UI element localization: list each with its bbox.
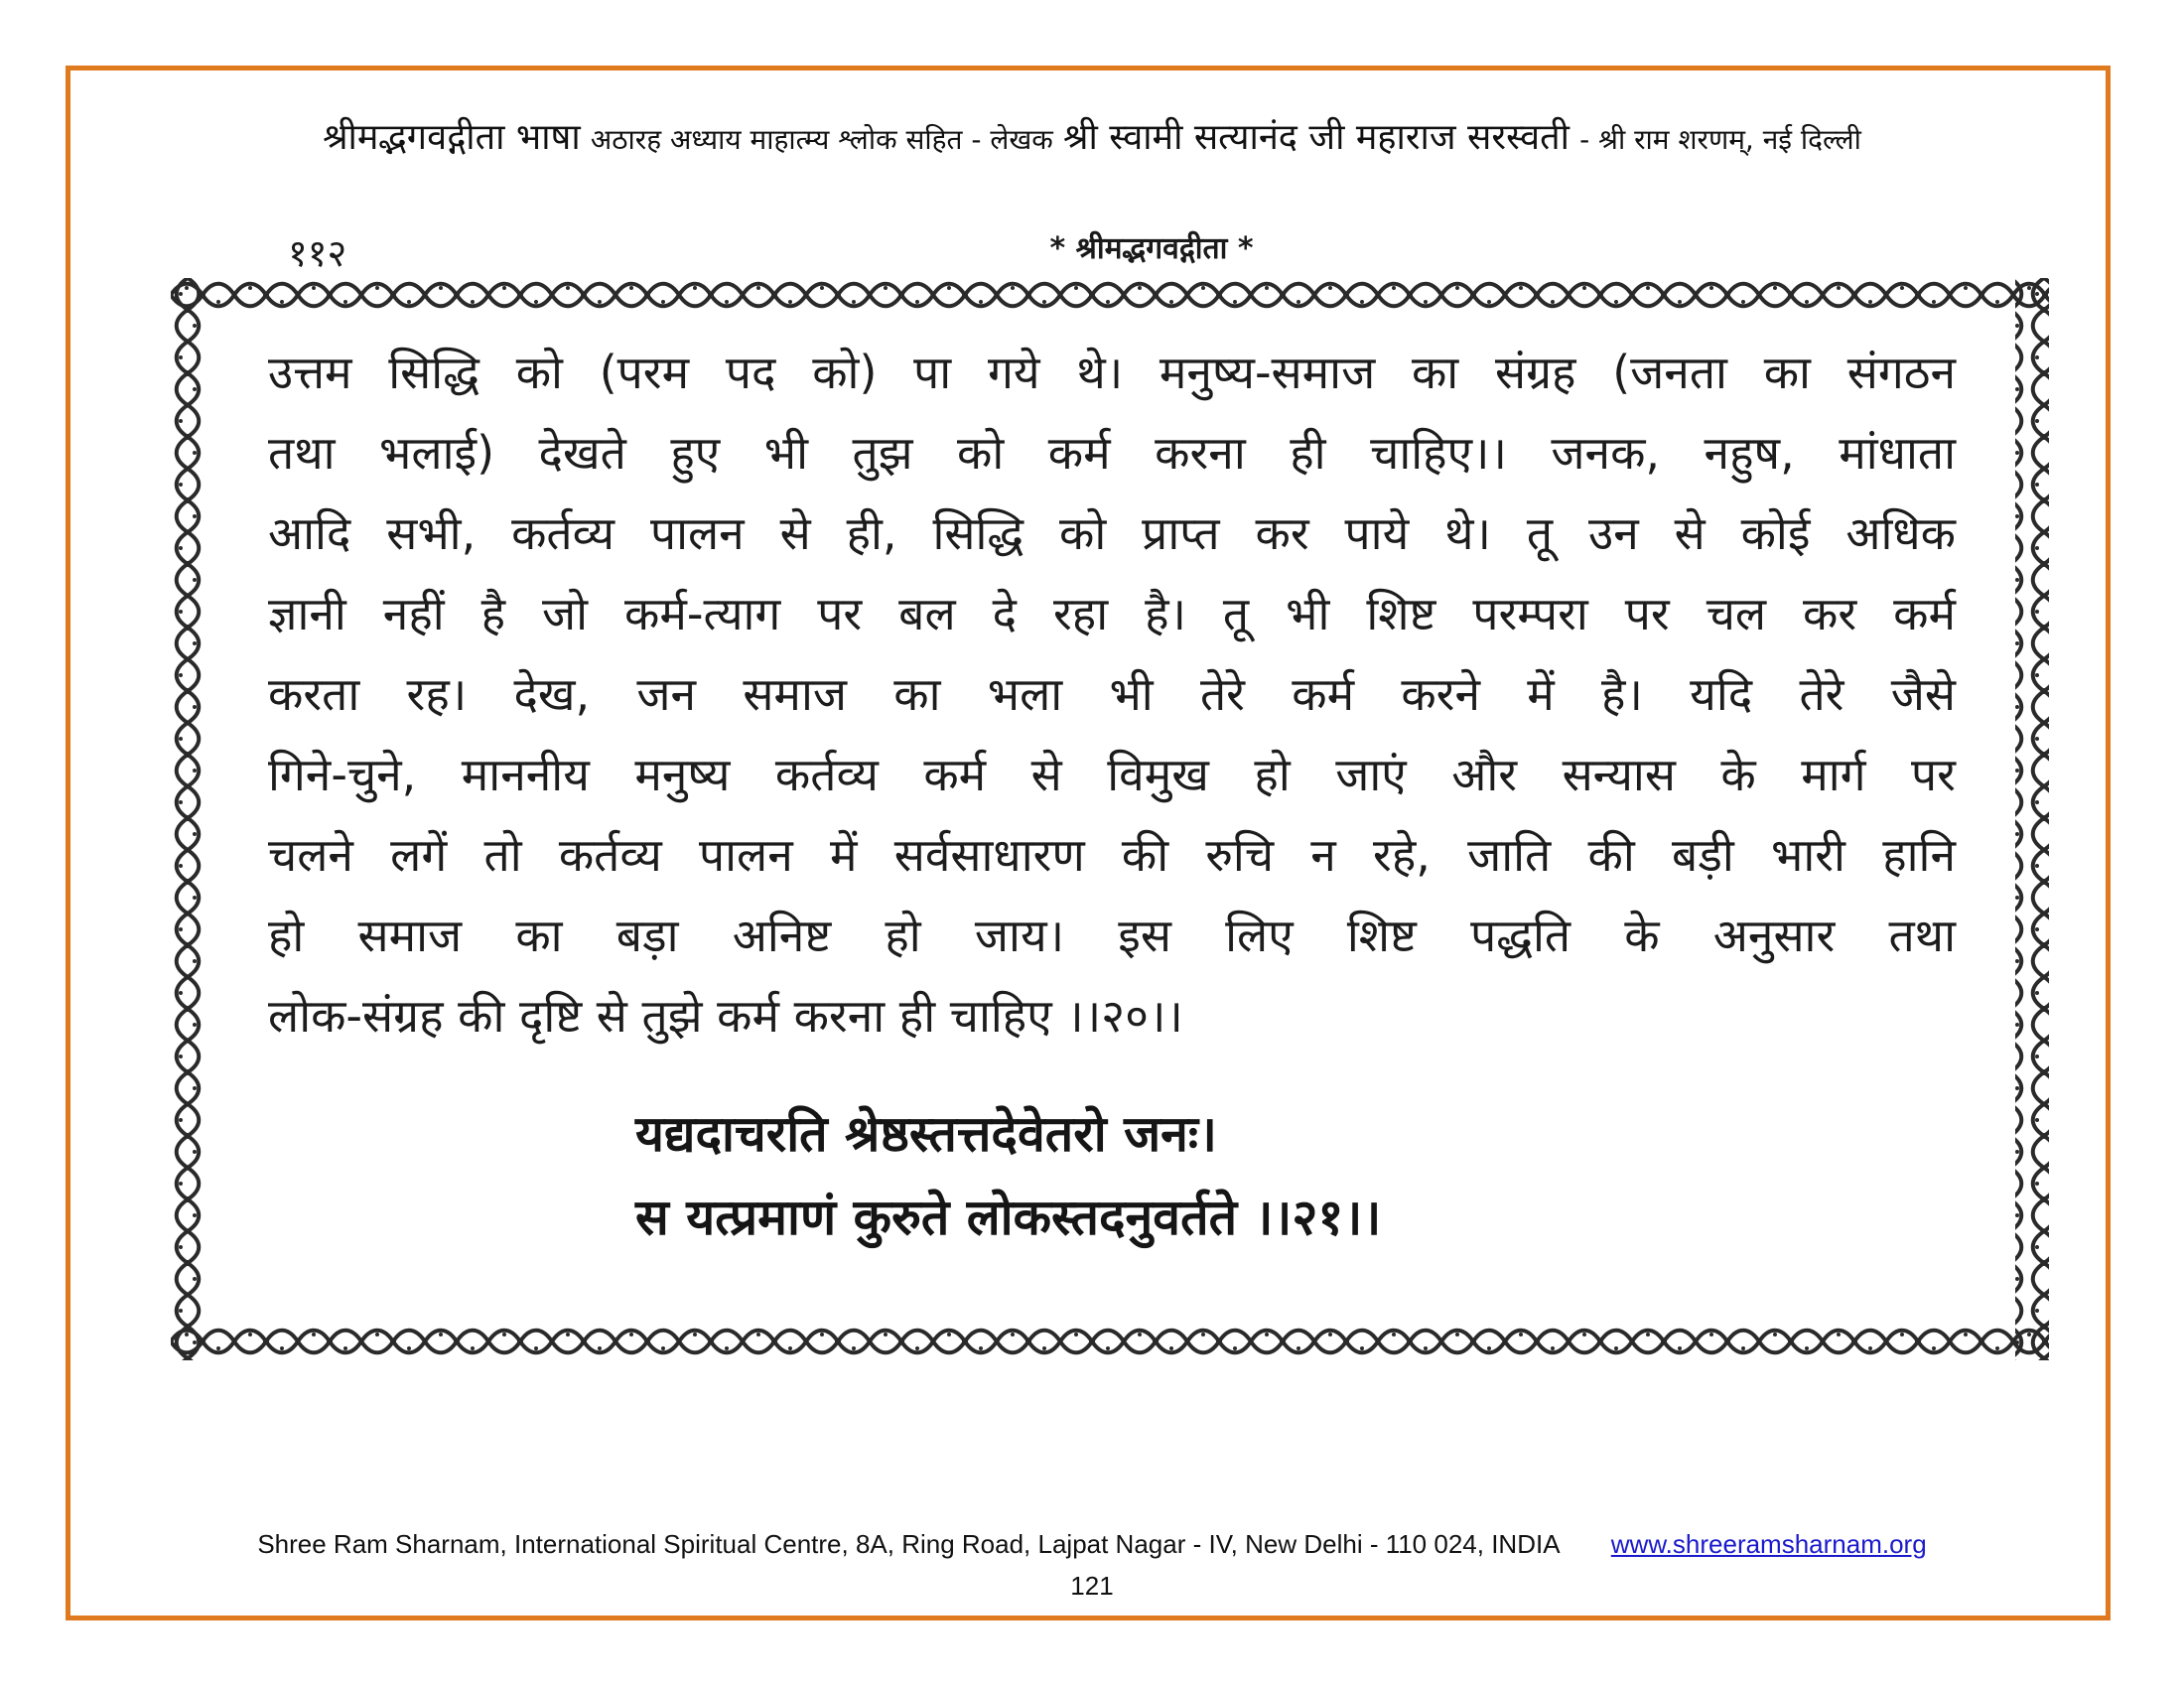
text-line: लोक-संग्रह की दृष्टि से तुझे कर्म करना ही चाहिए ।।२०।। [268, 989, 1183, 1043]
text-line: तथा भलाई) देखते हुए भी तुझ को कर्म करना ही चाहिए।। जनक, नहुष, मांधाता [268, 426, 1956, 480]
text-line: ज्ञानी नहीं है जो कर्म-त्याग पर बल दे रहा है। तू भी शिष्ट परम्परा पर चल कर कर्म [268, 587, 1956, 640]
text-line: चलने लगें तो कर्तव्य पालन में सर्वसाधारण की रुचि न रहे, जाति की बड़ी भारी हानि [268, 828, 1956, 882]
shloka-line-1: यद्यदाचरति श्रेष्ठस्तत्तदेवेतरो जनः। [635, 1105, 1217, 1163]
page-number: 121 [1070, 1571, 1114, 1601]
footer-address: Shree Ram Sharnam, International Spiritual Centre, 8A, Ring Road, Lajpat Nagar - IV, New Delhi - 110 024, INDIA [257, 1529, 1561, 1559]
sanskrit-shloka [0, 1092, 2184, 1259]
scanned-page-number: ११२ [288, 231, 347, 275]
header-book-title: श्रीमद्भगवद्गीता भाषा [323, 117, 581, 158]
shloka-line-2: स यत्प्रमाणं कुरुते लोकस्तदनुवर्तते ।।२१।। [635, 1189, 1382, 1246]
text-line: हो समाज का बड़ा अनिष्ट हो जाय। इस लिए शिष्ट पद्धति के अनुसार तथा [268, 909, 1956, 962]
scanned-running-head: * श्रीमद्भगवद्गीता * [1049, 231, 1254, 266]
website-link[interactable]: www.shreeramsharnam.org [1610, 1529, 1927, 1559]
header-publisher: - श्री राम शरणम्, नई दिल्ली [1579, 123, 1861, 156]
border-top [171, 278, 2049, 312]
text-line: आदि सभी, कर्तव्य पालन से ही, सिद्धि को प्राप्त कर पाये थे। तू उन से कोई अधिक [268, 506, 1956, 560]
page-footer [0, 1529, 2184, 1560]
header-author: श्री स्वामी सत्यानंद जी महाराज सरस्वती [1062, 117, 1570, 158]
text-line: करता रह। देख, जन समाज का भला भी तेरे कर्म करने में है। यदि तेरे जैसे [268, 667, 1956, 721]
text-line: गिने-चुने, माननीय मनुष्य कर्तव्य कर्म से विमुख हो जाएं और सन्यास के मार्ग पर [268, 748, 1956, 801]
border-bottom [171, 1327, 2049, 1360]
text-line: उत्तम सिद्धि को (परम पद को) पा गये थे। मनुष्य-समाज का संग्रह (जनता का संगठन [268, 346, 1956, 399]
document-header [89, 111, 2095, 160]
commentary-text [268, 333, 1956, 1056]
header-subtitle: अठारह अध्याय माहात्म्य श्लोक सहित - लेखक [590, 123, 1053, 156]
